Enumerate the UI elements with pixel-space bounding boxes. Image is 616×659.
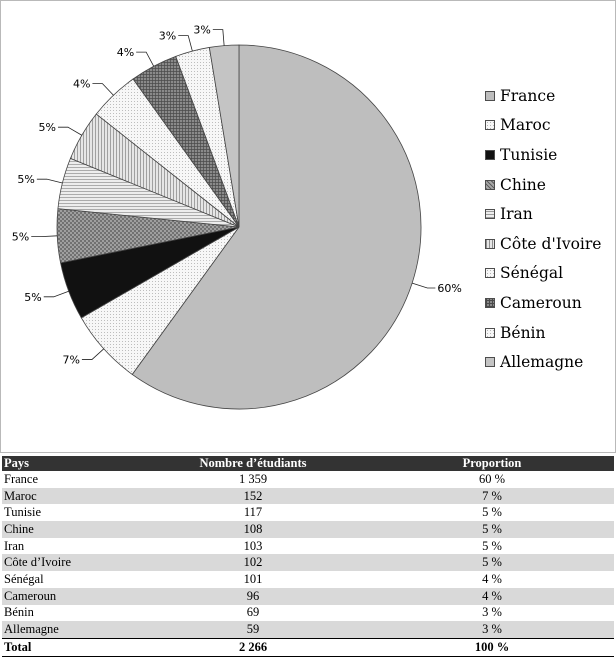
- cell-proportion: 4 %: [482, 571, 502, 586]
- legend-label: Maroc: [500, 116, 551, 135]
- slice-label: 5%: [11, 230, 30, 244]
- leader-line: [44, 291, 69, 297]
- leader-line: [213, 30, 224, 46]
- cell-students: 101: [243, 571, 263, 586]
- cell-country: Bénin: [4, 605, 34, 620]
- cell-students: 96: [172, 588, 334, 605]
- total-students: 2 266: [172, 638, 334, 656]
- leader-line: [37, 179, 63, 183]
- cell-proportion: 3 %: [334, 621, 614, 638]
- legend: [485, 81, 601, 377]
- legend-label: Allemagne: [500, 353, 584, 372]
- table-row: [2, 588, 614, 605]
- leader-line: [412, 283, 435, 288]
- legend-item: [485, 111, 601, 141]
- legend-label: Chine: [500, 175, 546, 194]
- slice-label: 5%: [38, 121, 56, 135]
- legend-item: [485, 318, 601, 348]
- legend-swatch: [485, 328, 495, 338]
- table-row: [2, 504, 614, 521]
- cell-students: 152: [172, 488, 334, 505]
- cell-students: 1 359: [238, 471, 268, 486]
- table-row: [2, 621, 614, 638]
- cell-proportion: 5 %: [334, 554, 614, 571]
- cell-proportion: 5 %: [482, 538, 502, 553]
- leader-line: [178, 36, 192, 51]
- legend-item: [485, 170, 601, 200]
- cell-students: 59: [172, 621, 334, 638]
- legend-swatch: [485, 298, 495, 308]
- cell-country: Tunisie: [4, 505, 42, 520]
- legend-item: [485, 347, 601, 377]
- slice-label: 5%: [17, 173, 35, 187]
- header-students: Nombre d’étudiants: [172, 456, 334, 471]
- cell-country: Iran: [4, 538, 25, 553]
- cell-country: Sénégal: [4, 571, 44, 586]
- table-row: [2, 538, 614, 555]
- leader-line: [92, 84, 113, 96]
- header-proportion: Proportion: [334, 456, 614, 471]
- cell-students: 103: [243, 538, 263, 553]
- legend-item: [485, 140, 601, 170]
- table-row: [2, 554, 614, 571]
- legend-item: [485, 229, 601, 259]
- legend-swatch: [485, 91, 495, 101]
- slice-label: 3%: [158, 29, 177, 43]
- table-total-row: [2, 638, 614, 656]
- legend-swatch: [485, 150, 495, 160]
- legend-swatch: [485, 209, 495, 219]
- legend-label: Bénin: [500, 323, 546, 342]
- legend-swatch: [485, 180, 495, 190]
- legend-label: Tunisie: [500, 145, 558, 164]
- legend-label: Sénégal: [500, 264, 564, 283]
- table-row: [2, 471, 614, 488]
- cell-proportion: 7 %: [334, 488, 614, 505]
- data-table: [2, 456, 614, 657]
- cell-country: Allemagne: [2, 621, 172, 638]
- cell-students: 117: [243, 505, 263, 520]
- slice-label: 4%: [72, 77, 91, 91]
- cell-proportion: 60 %: [478, 471, 506, 486]
- leader-line: [136, 52, 154, 66]
- cell-students: 69: [246, 605, 260, 620]
- legend-swatch: [485, 239, 495, 249]
- cell-proportion: 3 %: [482, 605, 502, 620]
- cell-proportion: 5 %: [482, 505, 502, 520]
- table-row: [2, 605, 614, 622]
- cell-country: Chine: [2, 521, 172, 538]
- legend-item: [485, 259, 601, 289]
- cell-proportion: 5 %: [334, 521, 614, 538]
- table-header-row: [2, 456, 614, 471]
- total-label: Total: [2, 638, 172, 656]
- cell-country: Cameroun: [2, 588, 172, 605]
- legend-label: France: [500, 86, 556, 105]
- legend-label: Côte d'Ivoire: [500, 234, 602, 253]
- slice-label: 5%: [24, 290, 42, 304]
- legend-item: [485, 288, 601, 318]
- cell-country: France: [4, 471, 39, 486]
- table-row: [2, 521, 614, 538]
- cell-proportion: 4 %: [334, 588, 614, 605]
- cell-country: Côte d’Ivoire: [2, 554, 172, 571]
- total-proportion: 100 %: [334, 638, 614, 656]
- slice-label: 60%: [437, 282, 462, 296]
- legend-item: [485, 199, 601, 229]
- legend-label: Iran: [500, 205, 533, 224]
- slice-label: 3%: [193, 23, 211, 37]
- slice-label: 7%: [62, 353, 80, 367]
- cell-country: Maroc: [2, 488, 172, 505]
- cell-students: 102: [172, 554, 334, 571]
- header-country: Pays: [2, 456, 172, 471]
- legend-swatch: [485, 268, 495, 278]
- leader-line: [58, 127, 82, 135]
- cell-students: 108: [172, 521, 334, 538]
- legend-item: [485, 81, 601, 111]
- table-row: [2, 488, 614, 505]
- legend-swatch: [485, 357, 495, 367]
- legend-label: Cameroun: [500, 293, 582, 312]
- slice-label: 4%: [116, 46, 135, 60]
- leader-line: [31, 236, 57, 237]
- table-row: [2, 571, 614, 588]
- legend-swatch: [485, 120, 495, 130]
- leader-line: [82, 349, 104, 360]
